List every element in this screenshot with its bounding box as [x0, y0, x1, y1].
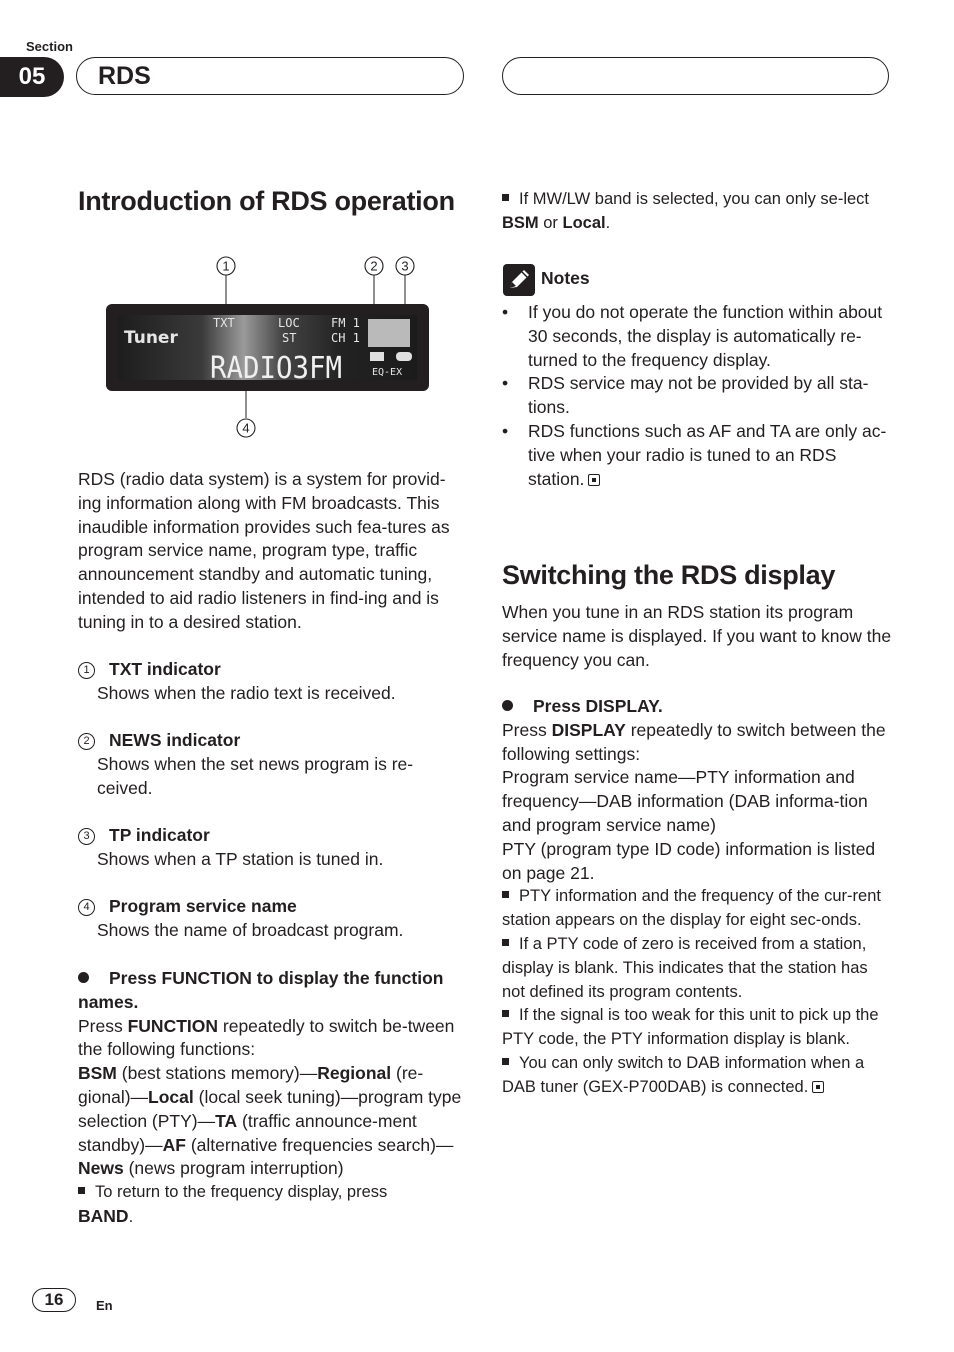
item-news-indicator	[78, 729, 438, 800]
news-icon	[370, 352, 384, 361]
sub-note: If a PTY code of zero is received from a station, display is blank. This indicates that the station has not defined its program contents.	[502, 934, 868, 1001]
mwlw-note: If MW/LW band is selected, you can only se-lect BSM or Local.	[502, 190, 870, 232]
item-title: NEWS indicator	[109, 730, 241, 750]
eqex-indicator: EQ-EX	[372, 367, 403, 378]
display-illustration	[106, 255, 430, 445]
item-program-service-name	[78, 895, 466, 943]
item-description: Shows when a TP station is tuned in.	[97, 848, 384, 869]
st-indicator: ST	[282, 331, 297, 345]
svg-text:3: 3	[401, 258, 409, 274]
band-note: To return to the frequency display, press BAND.	[78, 1183, 388, 1226]
item-number: 3	[78, 828, 95, 845]
notes-pencil-icon	[503, 264, 535, 296]
item-description: Shows when the set news program is re-ceived.	[97, 753, 414, 798]
square-bullet-icon	[502, 939, 509, 946]
loc-indicator: LOC	[278, 316, 300, 330]
level-graph-icon	[368, 319, 410, 347]
press-display-body: Press DISPLAY repeatedly to switch between the following settings:	[502, 719, 886, 764]
end-mark-icon	[812, 1081, 824, 1093]
txt-indicator: TXT	[213, 316, 235, 330]
chapter-title: RDS	[98, 62, 151, 90]
press-function-heading: Press FUNCTION to display the function names.	[78, 968, 444, 1012]
intro-title: Introduction of RDS operation	[78, 186, 455, 216]
square-bullet-icon	[502, 1010, 509, 1017]
item-title: TP indicator	[109, 825, 210, 845]
sub-note: If the signal is too weak for this unit to pick up the PTY code, the PTY information display is blank.	[502, 1006, 879, 1049]
svg-text:4: 4	[242, 420, 250, 436]
notes-list	[502, 301, 894, 491]
intro-body: RDS (radio data system) is a system for provid-ing information along with FM broadcasts. This inaudible information provides such fea-tures as program service name, program type, traffic announcement standby and automatic tuning, intended to aid radio listeners in find-ing and is tuning in to a desired station.	[78, 469, 450, 632]
tuner-label: Tuner	[124, 328, 178, 348]
end-mark-icon	[588, 474, 600, 486]
item-description: Shows the name of broadcast program.	[97, 919, 404, 940]
language-code: En	[96, 1298, 113, 1313]
sub-note: PTY information and the frequency of the cur-rent station appears on the display for eight sec-onds.	[502, 887, 881, 930]
square-bullet-icon	[502, 194, 509, 201]
bullet-dot-icon	[502, 700, 513, 711]
ch1-indicator: CH 1	[331, 331, 360, 345]
tp-car-icon	[396, 352, 412, 361]
note-item: • RDS service may not be provided by all sta-tions.	[502, 372, 894, 420]
switch-body: When you tune in an RDS station its program service name is displayed. If you want to know the frequency you can.	[502, 602, 892, 670]
press-function-section	[78, 967, 466, 1230]
item-tp-indicator	[78, 824, 466, 872]
press-function-body: Press FUNCTION repeatedly to switch be-tween the following functions:	[78, 1015, 455, 1060]
header-blank-frame	[502, 57, 889, 95]
fm1-indicator: FM 1	[331, 316, 360, 330]
item-number: 1	[78, 662, 95, 679]
square-bullet-icon	[78, 1187, 85, 1194]
svg-text:2: 2	[370, 258, 378, 274]
section-label: Section	[26, 39, 73, 54]
function-list: BSM (best stations memory)—Regional (re-gional)—Local (local seek tuning)—program type selection (PTY)—TA (traffic announce-ment standby)—AF (alternative frequencies search)—News (news program interruption)	[78, 1063, 462, 1179]
item-title: TXT indicator	[109, 659, 221, 679]
press-display-heading: Press DISPLAY.	[533, 696, 663, 716]
page-number: 16	[32, 1288, 76, 1312]
square-bullet-icon	[502, 891, 509, 898]
display-settings: Program service name—PTY information and frequency—DAB information (DAB informa-tion and program service name)	[502, 767, 868, 835]
note-item: • If you do not operate the function within about 30 seconds, the display is automatically re-turned to the frequency display.	[502, 301, 894, 372]
press-display-section	[502, 695, 892, 1100]
switch-title: Switching the RDS display	[502, 560, 836, 590]
program-service-name: RADIO3FM	[210, 351, 342, 386]
item-number: 4	[78, 899, 95, 916]
pty-list-note: PTY (program type ID code) information is listed on page 21.	[502, 838, 876, 883]
notes-title: Notes	[541, 268, 590, 288]
svg-text:1: 1	[222, 258, 230, 274]
note-item: • RDS functions such as AF and TA are only ac-tive when your radio is tuned to an RDS station.	[502, 420, 894, 491]
display-figure	[106, 255, 430, 445]
sub-note: You can only switch to DAB information when a DAB tuner (GEX-P700DAB) is connected.	[502, 1053, 865, 1096]
item-title: Program service name	[109, 896, 297, 916]
item-number: 2	[78, 733, 95, 750]
item-description: Shows when the radio text is received.	[97, 682, 396, 703]
bullet-dot-icon	[78, 972, 89, 983]
section-number-badge: 05	[0, 57, 64, 97]
item-txt-indicator	[78, 658, 466, 706]
square-bullet-icon	[502, 1058, 509, 1065]
